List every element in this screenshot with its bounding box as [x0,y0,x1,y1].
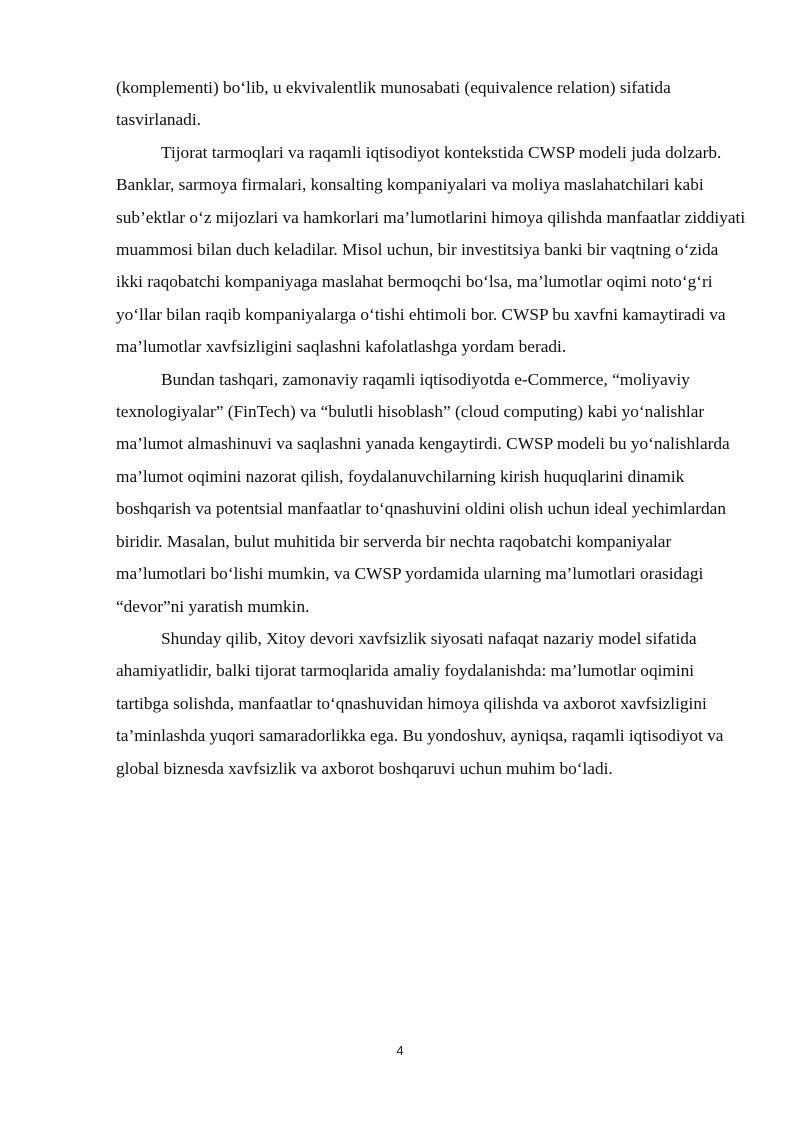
page-number: 4 [396,1043,404,1058]
paragraph-digital-economy: Bundan tashqari, zamonaviy raqamli iqtisodiyotda e-Commerce, “moliyaviy texnologiyalar” (FinTech) va “bulutli hisoblash” (cloud computing) kabi yo‘nalishlar ma’lumot almashinuvi va saqlashni yanada kengaytirdi. CWSP modeli bu yo‘nalishlarda ma’lumot oqimini nazorat qilish, foydalanuvchilarning kirish huquqlarini dinamik boshqarish va potentsial manfaatlar to‘qnashuvini oldini olish uchun ideal yechimlardan biridir. Masalan, bulut muhitida bir serverda bir nechta raqobatchi kompaniyalar ma’lumotlari bo‘lishi mumkin, va CWSP yordamida ularning ma’lumotlari orasidagi “devor”ni yaratish mumkin. [116,369,730,616]
paragraph-cwsp-commerce: Tijorat tarmoqlari va raqamli iqtisodiyot kontekstida CWSP modeli juda dolzarb. Banklar, sarmoya firmalari, konsalting kompaniyalari va moliya maslahatchilari kabi sub’ektlar o‘z mijozlari va hamkorlari ma’lumotlarini himoya qilishda manfaatlar ziddiyati muammosi bilan duch keladilar. Misol uchun, bir investitsiya banki bir vaqtning o‘zida ikki raqobatchi kompaniyaga maslahat bermoqchi bo‘lsa, ma’lumotlar oqimi noto‘g‘ri yo‘llar bilan raqib kompaniyalarga o‘tishi ehtimoli bor. CWSP bu xavfni kamaytiradi va ma’lumotlar xavfsizligini saqlashni kafolatlashga yordam beradi. [116,142,746,357]
paragraph-conclusion: Shunday qilib, Xitoy devori xavfsizlik siyosati nafaqat nazariy model sifatida ahamiyatlidir, balki tijorat tarmoqlarida amaliy foydalanishda: ma’lumotlar oqimini tartibga solishda, manfaatlar to‘qnashuvidan himoya qilishda va axborot xavfsizligini ta’minlashda yuqori samaradorlikka ega. Bu yondoshuv, ayniqsa, raqamli iqtisodiyot va global biznesda xavfsizlik va axborot boshqaruvi uchun muhim bo‘ladi. [116,628,724,778]
body-text [116,72,746,785]
paragraph-continuation: (komplementi) bo‘lib, u ekvivalentlik munosabati (equivalence relation) sifatida tasvirlanadi. [116,78,671,130]
